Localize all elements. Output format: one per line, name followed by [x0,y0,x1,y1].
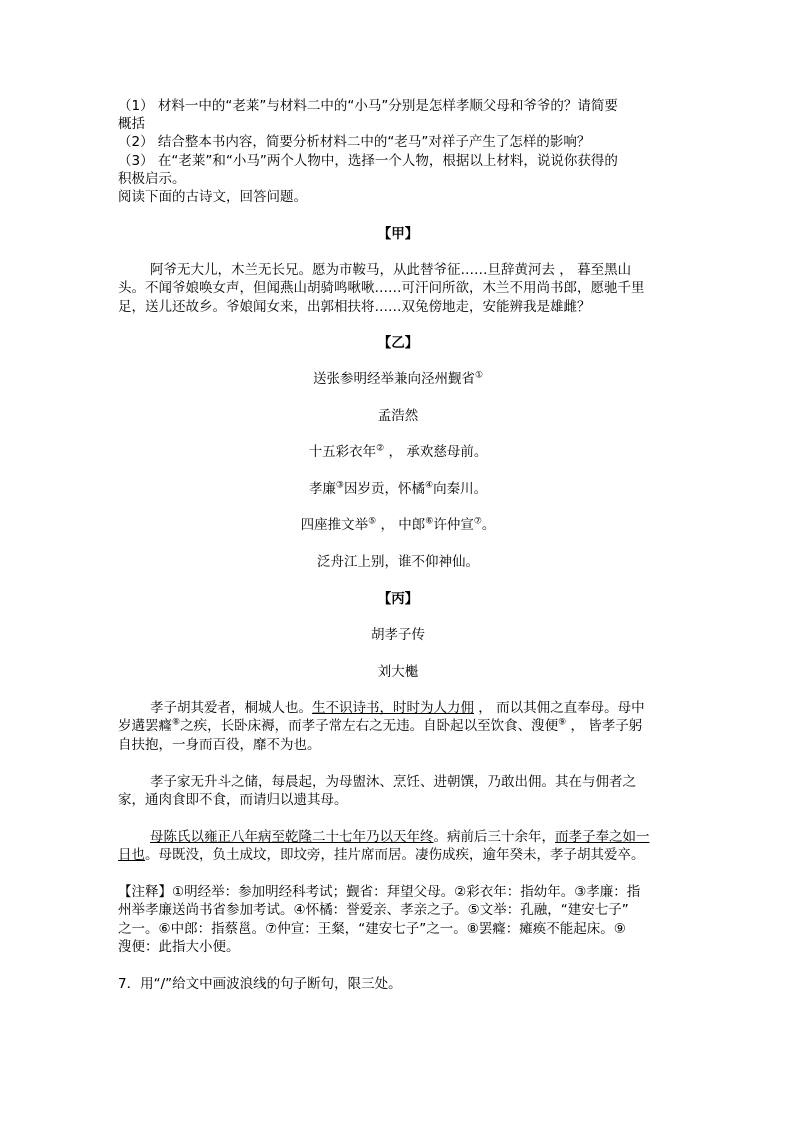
yi-author: 孟浩然 [377,408,419,424]
bing-p2-line-2: 家，通肉食即不食，而请归以遗其母。 [118,792,348,808]
essay-text: 孝子胡其爱者，桐城人也。 [150,700,312,716]
jia-paragraph-line-1: 阿爷无大儿，木兰无长兄。愿为市鞍马，从此替爷征……旦辞黄河去 ， 暮至黑山 [150,262,632,278]
question-3-line-2: 积极启示。 [118,171,186,187]
wavy-underlined-sentence: 生不识诗书，时时为人力佣 [312,700,474,716]
poem-title-text: 送张参明经举兼向泾州觐省 [312,371,475,387]
jia-paragraph-line-2: 头。不闻爷娘唤女声，但闻燕山胡骑鸣啾啾……可汗问所欲，木兰不用尚书郎，愿驰千里 [118,280,645,296]
bing-p1-line-1 [150,698,645,718]
essay-text: ， 皆孝子躬 [566,718,643,734]
question-1-line-2: 概括 [118,116,145,132]
note-marker: ③ [335,480,344,491]
notes-line-4: 溲便：此指大小便。 [118,939,240,955]
note-marker: ⑨ [558,717,567,728]
bing-p3-line-1 [150,827,650,847]
poem-text: ， 承欢慈母前。 [384,444,488,460]
yi-poem-line-3 [118,515,678,535]
bing-p1-line-2 [118,716,642,736]
note-marker: ⑦ [473,516,482,527]
bing-p3-line-2 [118,845,645,865]
question-1-line-1: （1） 材料一中的“老莱”与材料二中的“小马”分别是怎样孝顺父母和爷爷的？请简要 [118,98,618,114]
yi-poem-line-2 [118,479,678,499]
notes-line-2: 州举孝廉送尚书省参加考试。④怀橘：誉爱亲、孝亲之子。⑤文举：孔融，“建安七子” [118,902,629,918]
note-marker: ⑧ [172,717,181,728]
poem-text: 向秦川。 [433,481,488,497]
poem-text: ， 中郎 [376,517,426,533]
underlined-sentence: 日也 [118,847,145,863]
question-3-line-1: （3） 在“老莱”和“小马”两个人物中，选择一个人物，根据以上材料，说说你获得的 [118,153,618,169]
jia-paragraph-line-3: 足，送儿还故乡。爷娘闻女来，出郭相扶将……双兔傍地走，安能辨我是雄雌？ [118,299,591,315]
section-bing-title: 【丙】 [377,591,419,607]
note-marker: ⑤ [368,516,377,527]
bing-author: 刘大櫆 [377,664,419,680]
note-marker: ④ [425,480,434,491]
question-2: （2） 结合整本书内容，简要分析材料二中的“老马”对祥子产生了怎样的影响？ [118,134,591,150]
reading-intro: 阅读下面的古诗文，回答问题。 [118,189,307,205]
poem-text: 四座推文举 [300,517,369,533]
underlined-sentence: 母陈氏以雍正八年病至乾隆二十七年乃以天年终 [150,829,434,845]
notes-line-3: 之一。⑥中郎：指蔡邕。⑦仲宣：王粲，“建安七子”之一。⑧罢癃：瘫痪不能起床。⑨ [118,921,626,937]
section-yi-title: 【乙】 [377,335,419,351]
note-marker: ② [376,443,385,454]
essay-text: 。病前后三十余年， [433,829,555,845]
question-7: 7．用“/”给文中画波浪线的句子断句，限三处。 [118,976,402,992]
bing-p1-line-3: 自扶抱，一身而百役，靡不为也。 [118,737,321,753]
note-marker: ⑥ [425,516,434,527]
essay-text: ， 而以其佣之直奉母。母中 [474,700,645,716]
essay-text: 。母既没，负土成坟，即坟旁，挂片席而居。凄伤成疾，逾年癸未，孝子胡其爱卒。 [145,847,645,863]
bing-p2-line-1: 孝子家无升斗之储，每晨起，为母盥沐、烹饪、进朝馔，乃敢出佣。其在与佣者之 [150,774,636,790]
notes-line-1: 【注释】①明经举：参加明经科考试；觐省：拜望父母。②彩衣年：指幼年。③孝廉：指 [118,884,641,900]
essay-text: 之疾，长卧床褥，而孝子常左右之无违。自卧起以至饮食、溲便 [180,718,559,734]
yi-poem-line-1 [118,442,678,462]
poem-text: 。 [481,517,496,533]
note-marker: ① [474,370,484,381]
yi-poem-line-4: 泛舟江上别，谁不仰神仙。 [317,554,479,570]
essay-text: 岁遘罢癃 [118,718,172,734]
bing-essay-title: 胡孝子传 [371,627,425,643]
yi-poem-title [118,369,678,389]
section-jia-title: 【甲】 [377,226,419,242]
poem-text: 许仲宣 [433,517,474,533]
poem-text: 十五彩衣年 [308,444,377,460]
underlined-sentence: 而孝子奉之如一 [555,829,650,845]
poem-text: 孝廉 [308,481,336,497]
poem-text: 因岁贡，怀橘 [344,481,425,497]
